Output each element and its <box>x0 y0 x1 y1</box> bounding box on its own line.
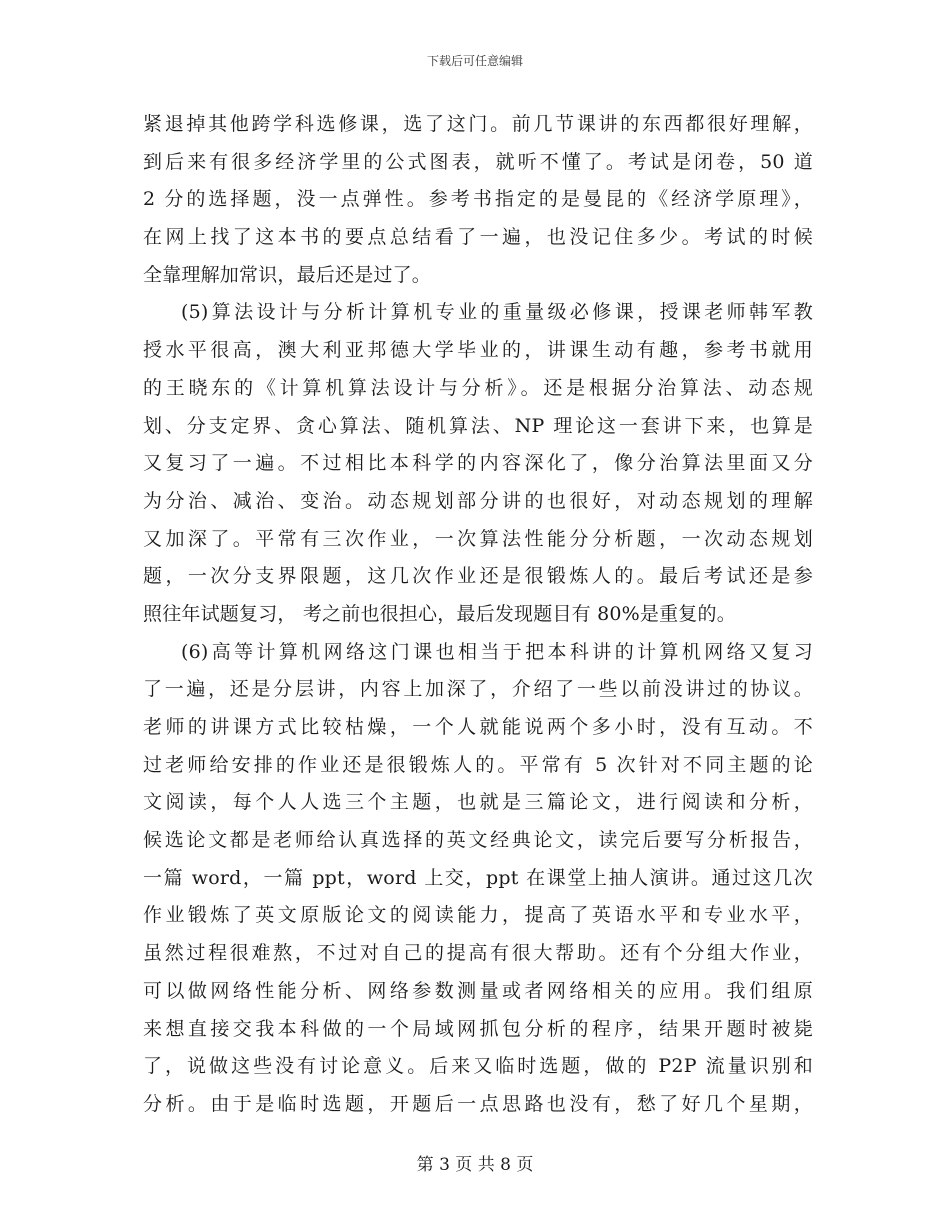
text-line: 划、分支定界、贪心算法、随机算法、NP 理论这一套讲下来，也算是 <box>143 414 813 437</box>
text-line: 来想直接交我本科做的一个局域网抓包分析的程序，结果开题时被毙 <box>143 1017 813 1040</box>
text-line: 候选论文都是老师给认真选择的英文经典论文，读完后要写分析报告， <box>143 829 813 852</box>
text-line: 过老师给安排的作业还是很锻炼人的。平常有 5 次针对不同主题的论 <box>143 753 813 776</box>
text-line: 可以做网络性能分析、网络参数测量或者网络相关的应用。我们组原 <box>143 979 813 1002</box>
text-line: 分析。由于是临时选题，开题后一点思路也没有，愁了好几个星期， <box>143 1092 813 1115</box>
text-line: (6)高等计算机网络这门课也相当于把本科讲的计算机网络又复习 <box>181 640 813 663</box>
text-line: 文阅读，每个人人选三个主题，也就是三篇论文，进行阅读和分析， <box>143 791 813 814</box>
body-text <box>143 106 813 1124</box>
page-header: 下载后可任意编辑 <box>426 54 523 68</box>
text-line: 为分治、减治、变治。动态规划部分讲的也很好，对动态规划的理解 <box>143 489 813 512</box>
text-line: 作业锻炼了英文原版论文的阅读能力，提高了英语水平和专业水平， <box>143 904 813 927</box>
text-line: 了，说做这些没有讨论意义。后来又临时选题，做的 P2P 流量识别和 <box>143 1055 813 1078</box>
text-line: 在网上找了这本书的要点总结看了一遍，也没记住多少。考试的时候 <box>143 226 813 249</box>
text-line: 题，一次分支界限题，这几次作业还是很锻炼人的。最后考试还是参 <box>143 565 813 588</box>
text-line: 2 分的选择题，没一点弹性。参考书指定的是曼昆的《经济学原理》， <box>143 188 813 211</box>
text-line: 又加深了。平常有三次作业，一次算法性能分分析题，一次动态规划 <box>143 527 813 550</box>
text-line: 一篇 word，一篇 ppt，word 上交，ppt 在课堂上抽人演讲。通过这几次 <box>143 866 813 889</box>
text-line: 授水平很高，澳大利亚邦德大学毕业的，讲课生动有趣，参考书就用 <box>143 339 813 362</box>
text-line: 虽然过程很难熬，不过对自己的提高有很大帮助。还有个分组大作业， <box>143 942 813 965</box>
text-line: 老师的讲课方式比较枯燥，一个人就能说两个多小时，没有互动。不 <box>143 716 813 738</box>
text-line: 到后来有很多经济学里的公式图表，就听不懂了。考试是闭卷，50 道 <box>143 150 813 173</box>
text-line: 全靠理解加常识，最后还是过了。 <box>143 263 432 286</box>
text-line: 的王晓东的《计算机算法设计与分析》。还是根据分治算法、动态规 <box>143 376 813 399</box>
text-line: 照往年试题复习， 考之前也很担心，最后发现题目有 80%是重复的。 <box>143 602 736 625</box>
text-line: 了一遍，还是分层讲，内容上加深了，介绍了一些以前没讲过的协议。 <box>143 678 813 701</box>
page-number-footer: 第 3 页 共 8 页 <box>416 1155 534 1175</box>
text-line: 紧退掉其他跨学科选修课，选了这门。前几节课讲的东西都很好理解， <box>143 113 813 135</box>
text-line: 又复习了一遍。不过相比本科学的内容深化了，像分治算法里面又分 <box>143 452 813 475</box>
text-line: (5)算法设计与分析计算机专业的重量级必修课，授课老师韩军教 <box>181 301 813 324</box>
